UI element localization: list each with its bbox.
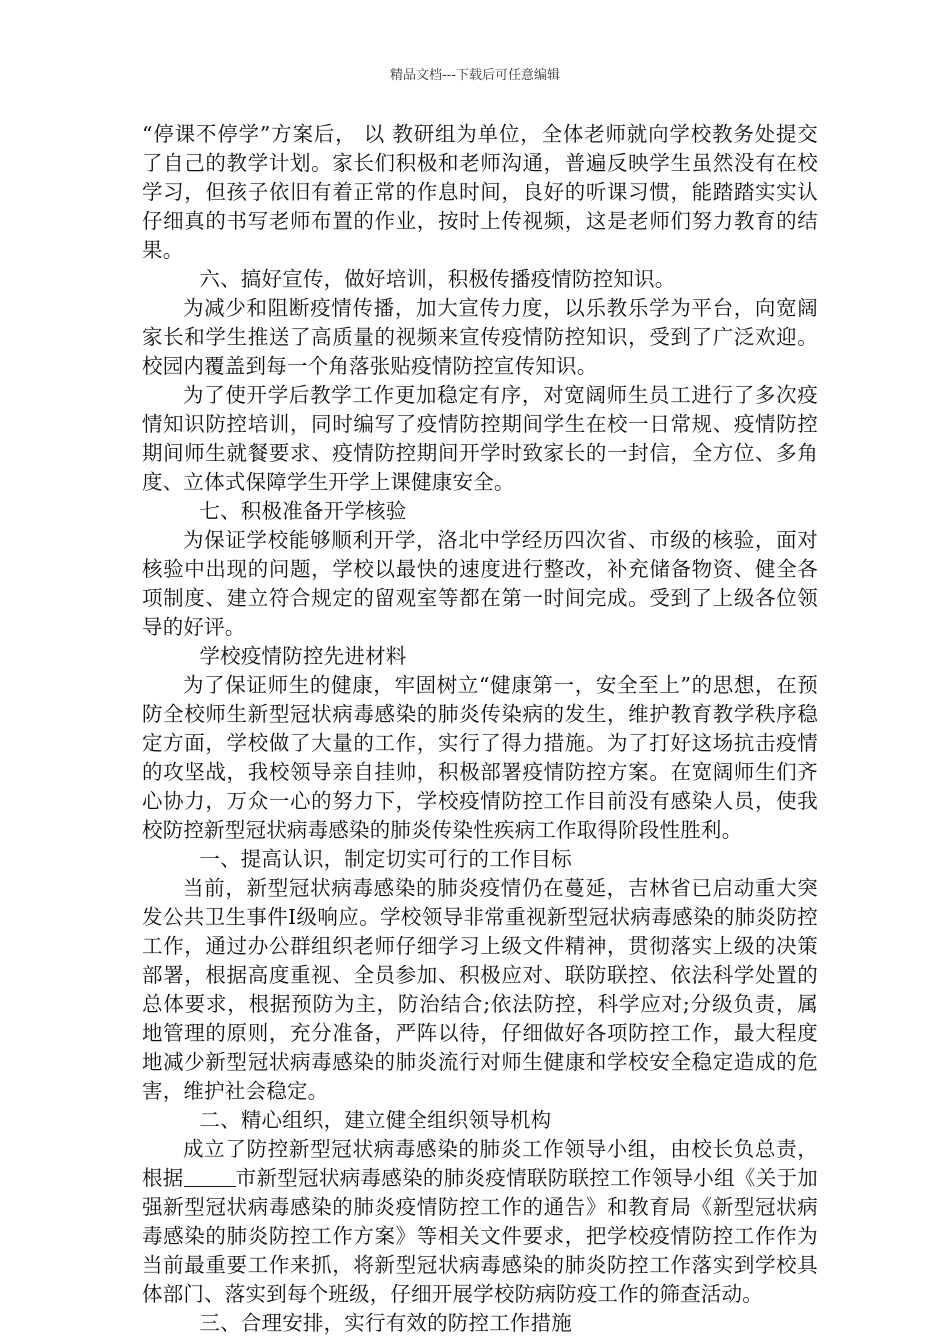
section-heading-7: 七、积极准备开学核验 [199,499,407,523]
paragraph: 为减少和阻断疫情传播，加大宣传力度，以乐教乐学为平台，向宽阔家长和学生推送了高质量的视频来宣传疫情防控知识，受到了广泛欢迎。校园内覆盖到每一个角落张贴疫情防控宣传知识。 [142,296,818,378]
paragraph-continuation: “停课不停学”方案后， 以 教研组为单位，全体老师就向学校教务处提交了自己的教学计划。家长们积极和老师沟通，普遍反映学生虽然没有在校学习，但孩子依旧有着正常的作息时间，良好的听课习惯，能踏踏实实认仔细真的书写老师布置的作业，按时上传视频，这是老师们努力教育的结果。 [142,122,818,262]
page-header: 精品文档---下载后可任意编辑 [389,68,561,83]
paragraph: 为保证学校能够顺利开学，洛北中学经历四次省、市级的核验，面对核验中出现的问题，学校以最快的速度进行整改，补充储备物资、健全各项制度、建立符合规定的留观室等都在第一时间完成。受到了上级各位领导的好评。 [142,528,818,639]
paragraph: 为了使开学后教学工作更加稳定有序，对宽阔师生员工进行了多次疫情知识防控培训，同时编写了疫情防控期间学生在校一日常规、疫情防控期间师生就餐要求、疫情防控期间开学时致家长的一封信，全方位、多角度、立体式保障学生开学上课健康安全。 [142,383,818,494]
paragraph-text-before-blank: 成立了防控新型冠状病毒感染的肺炎工作领导小组，由校长负总责，根据 [142,1137,818,1190]
paragraph-text-after-blank: 市新型冠状病毒感染的肺炎疫情联防联控工作领导小组《关于加强新型冠状病毒感染的肺炎疫情防控工作的通告》和教育局《新型冠状病毒感染的肺炎防控工作方案》等相关文件要求，把学校疫情防控工作作为当前最重要工作来抓，将新型冠状病毒感染的肺炎防控工作落实到学校具体部门、落实到每个班级，仔细开展学校防病防疫工作的筛查活动。 [142,1166,818,1306]
section-heading-3: 三、合理安排，实行有效的防控工作措施 [199,1311,572,1335]
paragraph: 当前，新型冠状病毒感染的肺炎疫情仍在蔓延，吉林省已启动重大突发公共卫生事件Ⅰ级响应。学校领导非常重视新型冠状病毒感染的肺炎防控工作，通过办公群组织老师仔细学习上级文件精神，贯彻落实上级的决策部署，根据高度重视、全员参加、积极应对、联防联控、依法科学处置的总体要求，根据预防为主，防治结合;依法防控，科学应对;分级负责，属地管理的原则，充分准备，严阵以待，仔细做好各项防控工作，最大程度地减少新型冠状病毒感染的肺炎流行对师生健康和学校安全稳定造成的危害，维护社会稳定。 [142,876,818,1103]
section-heading-2: 二、精心组织，建立健全组织领导机构 [199,1108,552,1132]
section-heading-6: 六、搞好宣传，做好培训，积极传播疫情防控知识。 [199,267,676,291]
section-heading-1: 一、提高认识，制定切实可行的工作目标 [199,847,572,871]
paragraph-with-blank [142,1135,818,1309]
document-body [142,120,818,1338]
document-title: 学校疫情防控先进材料 [199,644,407,668]
paragraph: 为了保证师生的健康，牢固树立“健康第一，安全至上”的思想，在预防全校师生新型冠状病毒感染的肺炎传染病的发生，维护教育教学秩序稳定方面，学校做了大量的工作，实行了得力措施。为了打好这场抗击疫情的攻坚战，我校领导亲自挂帅，积极部署疫情防控方案。在宽阔师生们齐心协力，万众一心的努力下，学校疫情防控工作目前没有感染人员，使我校防控新型冠状病毒感染的肺炎传染性疾病工作取得阶段性胜利。 [142,673,818,842]
fill-in-blank [184,1166,236,1187]
